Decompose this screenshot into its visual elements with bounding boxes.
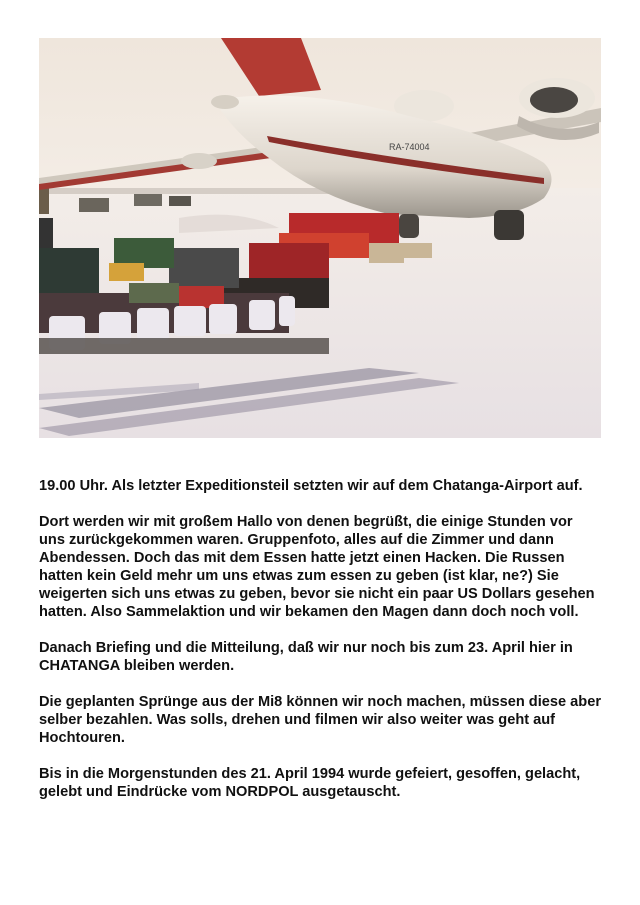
- aircraft-registration: RA-74004: [389, 142, 430, 152]
- paragraph-briefing: Danach Briefing und die Mitteilung, daß wir nur noch bis zum 23. April hier in CHATANGA bleiben werden.: [39, 640, 573, 674]
- paragraph-celebration: Bis in die Morgenstunden des 21. April 1994 wurde gefeiert, gesoffen, gelacht, gelebt und Eindrücke vom NORDPOL ausgetauscht.: [39, 766, 581, 800]
- paragraph-welcome-dinner: Dort werden wir mit großem Hallo von denen begrüßt, die einige Stunden vor uns zurückgekommen waren. Gruppenfoto, alles auf die Zimmer und dann Abendessen. Doch das mit dem Essen hatte jetzt einen Hacken. Die Russen hatten kein Geld mehr um uns etwas zum essen zu geben (ist klar, ne?) Sie weigerten sich uns etwas zu geben, bevor sie nicht ein paar US Dollars gesehen hatten. Also Sammelaktion und wir bekamen den Magen dann doch noch voll.: [39, 514, 595, 620]
- article-text: [39, 477, 601, 819]
- airplane-image: [39, 38, 601, 438]
- paragraph-jumps: Die geplanten Sprünge aus der Mi8 können wir noch machen, müssen diese aber selber bezahlen. Was solls, drehen und filmen wir also weiter was geht auf Hochtouren.: [39, 694, 602, 746]
- paragraph-arrival: 19.00 Uhr. Als letzter Expeditionsteil setzten wir auf dem Chatanga-Airport auf.: [39, 478, 583, 494]
- airport-photo: [39, 38, 601, 438]
